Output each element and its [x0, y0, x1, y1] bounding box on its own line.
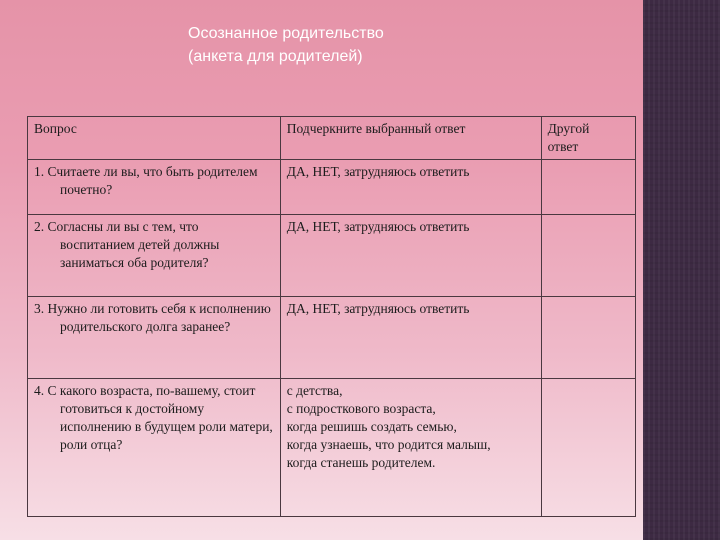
- header-other-answer: [541, 117, 635, 160]
- question-cell: [28, 297, 281, 379]
- question-text: 1. Считаете ли вы, что быть родителем почетно?: [34, 164, 258, 197]
- answer-option[interactable]: когда станешь родителем.: [286, 455, 436, 470]
- table-row: [28, 160, 636, 215]
- other-answer-cell[interactable]: [541, 379, 635, 517]
- page-title: [188, 22, 384, 68]
- answer-option[interactable]: ДА, НЕТ, затрудняюсь ответить: [286, 164, 470, 179]
- table-row: [28, 297, 636, 379]
- question-cell: [28, 379, 281, 517]
- question-text: 4. С какого возраста, по-вашему, стоит готовиться к достойному исполнению в будущем роли матери, роли отца?: [34, 383, 273, 452]
- question-cell: [28, 215, 281, 297]
- title-line-1: Осознанное родительство: [188, 25, 384, 42]
- header-other-line-2: ответ: [547, 139, 579, 154]
- question-text: 2. Согласны ли вы с тем, что воспитанием детей должны заниматься оба родителя?: [34, 219, 220, 270]
- table-row: [28, 215, 636, 297]
- answer-option[interactable]: когда узнаешь, что родится малыш,: [286, 437, 491, 452]
- table-row: [28, 379, 636, 517]
- question-text: 3. Нужно ли готовить себя к исполнению родительского долга заранее?: [34, 301, 271, 334]
- survey-table: [27, 116, 636, 517]
- other-answer-cell[interactable]: [541, 160, 635, 215]
- answer-option[interactable]: когда решишь создать семью,: [286, 419, 457, 434]
- header-question: Вопрос: [28, 117, 281, 160]
- answer-option[interactable]: с подросткового возраста,: [286, 401, 436, 416]
- other-answer-cell[interactable]: [541, 297, 635, 379]
- title-line-2: (анкета для родителей): [188, 48, 363, 65]
- answer-cell: [280, 160, 541, 215]
- answer-cell: [280, 215, 541, 297]
- header-answer: Подчеркните выбранный ответ: [280, 117, 541, 160]
- answer-option[interactable]: ДА, НЕТ, затрудняюсь ответить: [286, 219, 470, 234]
- table-header-row: [28, 117, 636, 160]
- decorative-sidebar: [643, 0, 720, 540]
- header-other-line-1: Другой: [547, 121, 590, 136]
- answer-cell: [280, 379, 541, 517]
- question-cell: [28, 160, 281, 215]
- other-answer-cell[interactable]: [541, 215, 635, 297]
- answer-option[interactable]: ДА, НЕТ, затрудняюсь ответить: [286, 301, 470, 316]
- answer-cell: [280, 297, 541, 379]
- answer-option[interactable]: с детства,: [286, 383, 343, 398]
